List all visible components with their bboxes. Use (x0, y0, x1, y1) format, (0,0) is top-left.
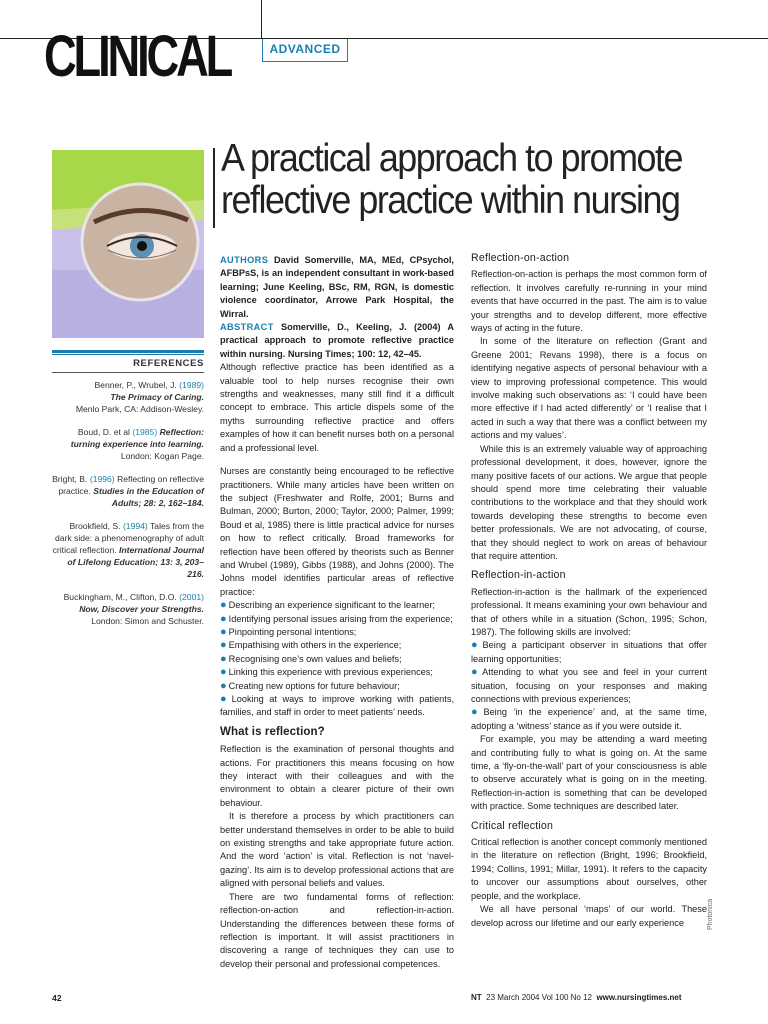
list-item-text: Identifying personal issues arising from the experience; (228, 613, 453, 624)
reference-year: (1985) (132, 427, 158, 437)
johns-list (220, 599, 454, 720)
abstract-citation: Somerville, D., Keeling, J. (2004) A practical approach to promote reflective practice within nursing. Nursing Times; 100: 12, 42–45. (220, 322, 454, 359)
body-para: It is therefore a process by which practitioners can better understand themselves in order to be able to build on existing strengths and take appropriate future action. And the word ‘action’ is vital. Reflection is not ‘navel-gazing’. Its aim is to develop professional actions that are aligned with personal beliefs and values. (220, 811, 454, 889)
footer-info (471, 993, 681, 1002)
bullet-icon: ● (220, 666, 227, 679)
page-number: 42 (52, 993, 62, 1003)
authors-label: AUTHORS (220, 255, 269, 265)
list-item (471, 666, 707, 706)
list-item-text: Creating new options for future behaviour; (228, 680, 400, 691)
body-para: Critical reflection is another concept commonly mentioned in the literature on reflection (Bright, 1996; Brookfield, 1994; Collins, 1991; Millar, 1991). It refers to the capacity to uncover our assumptions about ourselves, other people, and the workplace. (471, 837, 707, 901)
reference-item (52, 591, 204, 627)
abstract-para (220, 321, 454, 361)
list-item (220, 626, 454, 639)
bullet-icon: ● (220, 652, 227, 665)
title-accent-bar (213, 148, 215, 228)
list-item-text: Empathising with others in the experience; (228, 640, 402, 651)
list-item-text: Looking at ways to improve working with patients, families, and staff in order to meet patients’ needs. (220, 694, 454, 718)
reference-publisher: Menlo Park, CA: Addison-Wesley. (75, 404, 204, 414)
section-heading: Reflection-in-action (471, 569, 566, 582)
authors-para (220, 254, 454, 321)
bullet-icon: ● (471, 706, 482, 719)
reference-journal: Studies in the Education of Adults; 28: 2, 162–184. (93, 486, 204, 508)
reference-year: (1989) (179, 380, 204, 390)
body-para: In some of the literature on reflection (Grant and Greene 2001; Revans 1998), there is a focus on identifying negative aspects of personal behaviour with a view to improving professional competence. This would involve making such observations as: ‘I could have been more effective if I had acted differently’ or ‘I realise that I acted in such a way that there was a conflict between my actions and my values’. (471, 336, 707, 441)
list-item (471, 706, 707, 733)
reference-title: Reflection: turning experience into learning. (70, 427, 204, 449)
abstract-text: Although reflective practice has been identified as a valuable tool to help nurses recognise their own strengths and weaknesses, many still find it a difficult concept to embrace. This article dispels some of the myths surrounding reflective practice and offers examples of how it can benefit nurses both on a personal and a professional level. (220, 362, 454, 453)
reference-author: Benner, P., Wrubel, J. (94, 380, 177, 390)
reference-author: Buckingham, M., Clifton, D.O. (63, 592, 177, 602)
section-heading: What is reflection? (220, 725, 325, 738)
list-item-text: Being a participant observer in situations that offer learning opportunities; (471, 640, 707, 664)
bullet-icon: ● (220, 693, 230, 705)
body-para: Reflection-in-action is the hallmark of the experienced professional. It means examining your own behaviour and that of others while in a situation (Schon, 1995; Schon, 1987). The following skills are involved: (471, 586, 707, 637)
reference-item (52, 379, 204, 415)
column-right (471, 252, 707, 930)
references-sidebar (52, 350, 204, 638)
reference-title: The Primacy of Caring. (110, 392, 204, 402)
reference-author: Brookfield, S. (69, 521, 121, 531)
body-para: We all have personal ‘maps’ of our world. These develop across our lifetime and our early experience (471, 904, 707, 928)
section-tag: ADVANCED (262, 39, 348, 62)
body-para: For example, you may be attending a ward meeting and contributing fully to what is going on. At the same time, a ‘fly-on-the-wall’ part of your consciousness is able to observe accurately what is going on in the meeting. Reflection-in-action is something that can be developed with practice. Some techniques are described later. (471, 734, 707, 812)
list-item (220, 693, 454, 720)
reference-item (52, 473, 204, 509)
reference-title: Tales from the dark side: a phenomenography of adult critical reflection. (52, 521, 204, 555)
list-item (220, 666, 454, 679)
list-item-text: Pinpointing personal intentions; (228, 626, 357, 637)
body-para: Reflection-on-action is perhaps the most common form of reflection. It involves carefully re-running in your mind events that have occurred in the past. The aim is to value your strengths and to develop different, more effective ways of acting in the future. (471, 269, 707, 334)
body-para: Reflection is the examination of personal thoughts and actions. For practitioners this means focusing on how they interact with their colleagues and with the environment to obtain a clearer picture of their own behaviour. (220, 744, 454, 808)
section-heading: Reflection-on-action (471, 252, 570, 264)
list-item (471, 639, 707, 666)
footer-journal: NT (471, 993, 482, 1002)
references-rule-thin (52, 354, 204, 355)
section-heading: Critical reflection (471, 819, 554, 832)
body-para: There are two fundamental forms of reflection: reflection-on-action and reflection-in-action. Understanding the differences between these forms of reflection is important. It will assist practitioners in discovering a range of techniques they can use to develop their personal and professional competences. (220, 891, 454, 969)
column-left (220, 254, 454, 971)
body-para: While this is an extremely valuable way of approaching professional development, it does, however, ignore the many positive facets of our actions. We argue that people should spend more time celebrating their valuable contributions to the workplace and that they should work towards developing these strengths to become even better professionals. We are not advocating, of course, that they should neglect to work on areas of behaviour that require attention. (471, 443, 707, 561)
article-title: A practical approach to promote reflective practice within nursing (221, 137, 682, 222)
abstract-label: ABSTRACT (220, 322, 274, 333)
list-item (220, 680, 454, 693)
list-item (220, 613, 454, 626)
reference-publisher: London: Kogan Page. (120, 451, 204, 461)
reference-author: Boud, D. et al (77, 427, 130, 437)
authors-text: David Somerville, MA, MEd, CPsychol, AFBPsS, is an independent consultant in work-based learning; June Keeling, BSc, RM, RGN, is domestic violence coordinator, Arrowe Park Hospital, the Wirral. (220, 255, 454, 319)
section-title: CLINICAL (44, 24, 231, 89)
list-item-text: Being ‘in the experience’ and, at the same time, adopting a ‘witness’ stance as if you were outside it. (471, 707, 707, 731)
reference-year: (1994) (122, 521, 148, 531)
bullet-icon: ● (220, 612, 227, 625)
reference-title: Reflecting on reflective practice. (58, 474, 204, 496)
references-heading: REFERENCES (52, 358, 204, 373)
list-item-text: Attending to what you see and feel in your current situation, focusing on your responses and making connections with previous experiences; (471, 667, 707, 704)
bullet-icon: ● (471, 639, 481, 652)
bullet-icon: ● (220, 599, 227, 612)
reference-item (52, 520, 204, 580)
bullet-icon: ● (220, 639, 227, 652)
reference-year: (1996) (89, 474, 115, 484)
references-rule (52, 350, 204, 353)
bullet-icon: ● (220, 679, 227, 692)
reference-author: Bright, B. (52, 474, 88, 484)
list-item-text: Linking this experience with previous experiences; (228, 667, 433, 678)
masthead-divider (261, 0, 262, 38)
list-item (220, 653, 454, 666)
bullet-icon: ● (471, 666, 481, 679)
list-item (220, 639, 454, 652)
list-item-text: Describing an experience significant to the learner; (228, 600, 435, 611)
reference-year: (2001) (179, 592, 204, 602)
article-photo (52, 150, 204, 338)
reference-journal: International Journal of Lifelong Education; 13: 3, 203–216. (67, 545, 204, 579)
bullet-icon: ● (220, 625, 227, 638)
reference-title: Now, Discover your Strengths. (79, 604, 204, 614)
list-item (220, 599, 454, 612)
reference-publisher: London: Simon and Schuster. (91, 616, 204, 626)
photo-credit: Photonica (707, 898, 714, 930)
reference-item (52, 426, 204, 462)
footer-url[interactable]: www.nursingtimes.net (596, 993, 682, 1002)
footer-date: 23 March 2004 Vol 100 No 12 (486, 993, 592, 1002)
intro-para: Nurses are constantly being encouraged to be reflective practitioners. While many articles have been written on the subject (Freshwater and Rolfe, 2001; Burns and Bulman, 2000; Burton, 2000; Taylor, 2000; Palmer, 1999; Boud et al, 1985) there is little practical advice for nurses on how to reflect critically. Broad frameworks for reflection have been offered by theorists such as Benner and Wrubel (1989), Gibbs (1988), and Johns (2000). The Johns model identifies particular areas of reflective practice: (220, 466, 454, 597)
list-item-text: Recognising one’s own values and beliefs; (228, 653, 402, 664)
